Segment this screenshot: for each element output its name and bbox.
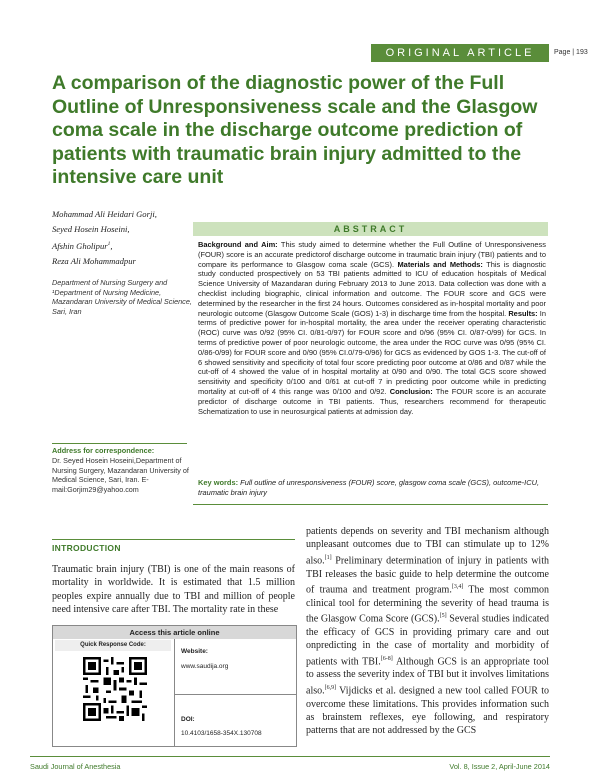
abstract-label-background: Background and Aim: — [198, 240, 278, 249]
qr-code-icon[interactable] — [83, 657, 147, 721]
correspondence-heading: Address for correspondence: — [52, 446, 155, 455]
doi-label: DOI: — [181, 716, 195, 723]
divider — [174, 694, 296, 695]
keywords-label: Key words: — [198, 478, 239, 487]
divider — [52, 539, 295, 540]
access-box — [52, 625, 297, 747]
divider — [30, 756, 550, 757]
author-name: Reza Ali Mohammadpur — [52, 255, 136, 266]
abstract-label-results: Results: — [508, 308, 538, 318]
keywords-text: Full outline of unresponsiveness (FOUR) score, glasgow coma scale (GCS), outcome-ICU, traumatic brain injury — [198, 478, 540, 497]
affiliation: Department of Nursing Surgery and ¹Department of Nursing Medicine, Mazandaran University of Medical Science, Sari, Iran — [52, 278, 192, 316]
doi-link[interactable]: 10.4103/1658-354X.130708 — [181, 730, 262, 737]
website-label: Website: — [181, 648, 208, 655]
journal-name: Saudi Journal of Anesthesia — [30, 762, 121, 771]
divider — [174, 639, 175, 746]
author-list — [52, 207, 192, 269]
divider — [52, 443, 187, 444]
abstract-body: Background and Aim: This study aimed to determine whether the Full Outline of Unresponsiveness (FOUR) score is an accurate predictorof discharge outcome in traumatic brain injury (TBI) patients and to compare its performance to Glasgow coma scale (GCS). Materials and Methods: This is diagnostic study conducted prospectively on 53 TBI patients admitted to ICU of education hospitals of Medical Science University of Mazandaran during February 2013 to June 2013. Data collection was done with a checklist including biographic, clinical information and outcome. The FOUR score and GCS were determined by the researcher in the first 24 hours. Outcomes considered as in-hospital mortality and poor neurologic outcome (Glasgow Outcome Scale (GOS) 1-3) in discharge time from the hospital. Results: In terms of predictive power for in-hospital mortality, the area under the receiver operating characteristic (ROC) curve was 0/92 (95% CI. 0/81-0/97) for FOUR score and 0/96 (95% CI. 0/87-0/99) for GCS. In terms of predictive power of poor neurologic outcome, the area under the ROC curve was 0/95 (95% CI. 0/86-0/99) for FOUR score and 0/90 (95% CI.0/79-0/96) for GCS as evidenced by GOS 1-3. The cut-off of 6 showed sensitivity and specificity of total four score predicting poor outcome at 0/86 and 0/87 while the cut-off of 4 showed the value of in hospital mortality at 0/90 and 0/90. The total GCS score showed sensitivity and specificity 0/100 and 0/61 at cut-off 7 in predicting poor outcome while in predicting mortality at cut-off of 4 this range was 0/100 and 0/92. Conclusion: The FOUR score is an accurate predictor of discharge outcome in TBI patients. Thus, researchers recommend for therapeutic Schematization to use in neurosurgical patients at admission day. — [198, 240, 546, 416]
page-number: Page | 193 — [554, 49, 588, 56]
introduction-heading: INTRODUCTION — [52, 543, 121, 553]
correspondence-body: Dr. Seyed Hosein Hoseini,Department of Nursing Surgery, Mazandaran University of Medical Science, Sari, Iran. E-mail:Gorjim29@yahoo.com — [52, 456, 189, 495]
divider — [193, 504, 548, 505]
qr-code-label: Quick Response Code: — [55, 640, 171, 651]
article-title: A comparison of the diagnostic power of the Full Outline of Unresponsiveness scale and the Glasgow coma scale in the discharge outcome prediction of patients with traumatic brain injury admitted to the intensive care unit — [52, 72, 538, 188]
abstract-heading: ABSTRACT — [193, 222, 548, 236]
section-banner: ORIGINAL ARTICLE — [371, 44, 549, 62]
issue-info: Vol. 8, Issue 2, April-June 2014 — [449, 762, 550, 771]
author-name: Afshin Gholipur$^1$, — [52, 240, 113, 251]
website-link[interactable]: www.saudija.org — [181, 663, 229, 670]
introduction-column-2: patients depends on severity and TBI mechanism although unpleasant outcomes due to TBI can stimulate up to 12% also.[1] Preliminary determination of injury in patients with TBI releases the basic guide to help determine the outcome of trauma and treatment program.[3,4] The most common clinical tool for determining the severity of head trauma is the Glasgow Coma Score (GCS).[5] Several studies indicated the efficacy of GCS in providing primary care and out onpredicting in the case of mortality and morbidity of patients with TBI.[6-8] Although GCS is an appropriate tool to assess the severity index of TBI but it involves limitations also.[6,9] Vijdicks et al. designed a new tool called FOUR to overcome these limitations. This provides information such as brainstem reflexes, eye following, and respiratory patterns that are not addressed by the GCS — [306, 526, 550, 737]
author-name: Mohammad Ali Heidari Gorji, — [52, 209, 157, 219]
author-name: Seyed Hosein Hoseini, — [52, 224, 130, 234]
abstract-label-methods: Materials and Methods: — [397, 259, 483, 269]
abstract-label-conclusion: Conclusion: — [389, 386, 433, 396]
keywords — [198, 478, 546, 498]
access-box-heading: Access this article online — [53, 626, 296, 639]
introduction-column-1: Traumatic brain injury (TBI) is one of the main reasons of mortality in worldwide. It is estimated that 1.5 million peoples expire annually due to TBI and million of people need intensive care after TBI. The mortality rate in these — [52, 564, 295, 616]
